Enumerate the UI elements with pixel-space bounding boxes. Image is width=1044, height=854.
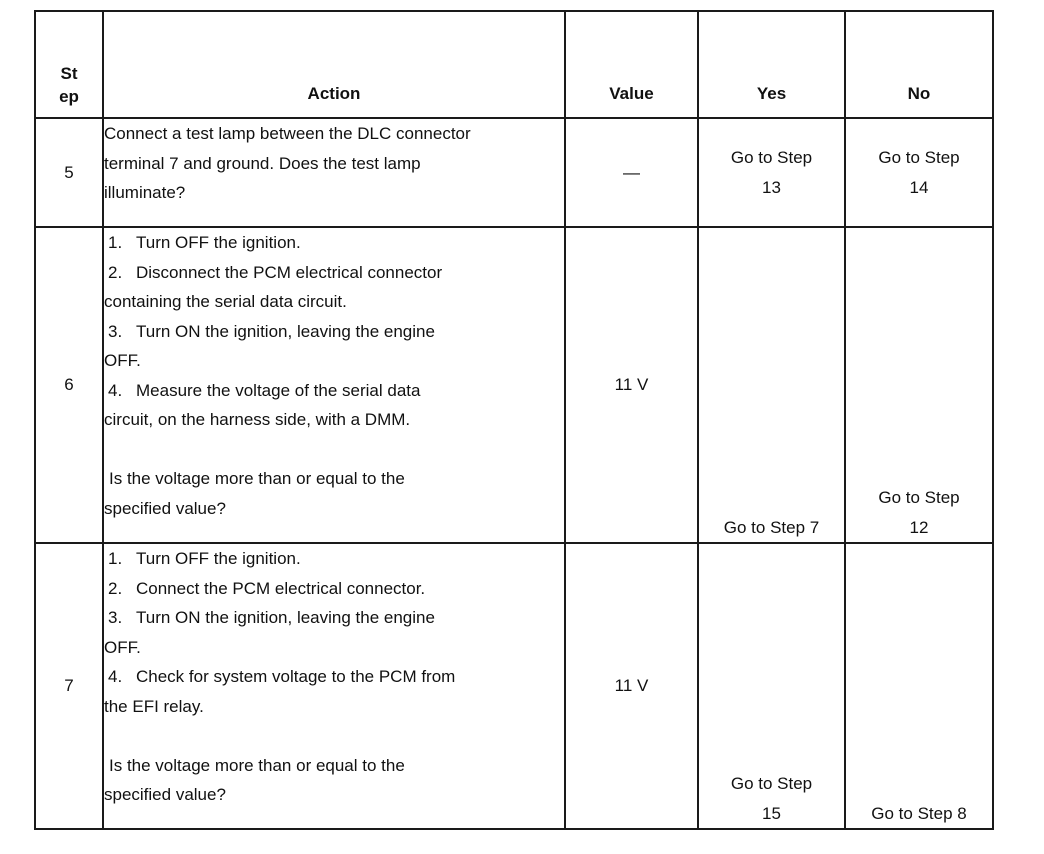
value-cell: 11 V (565, 543, 698, 829)
action-item: OFF. (104, 351, 141, 370)
action-item: the EFI relay. (104, 696, 204, 716)
table-row (35, 118, 993, 227)
header-row (35, 11, 993, 118)
action-item: 2. Disconnect the PCM electrical connector (108, 262, 443, 282)
yes-cell: Go to Step 15 (698, 543, 845, 829)
action-item: containing the serial data circuit. (104, 292, 347, 311)
action-cell (103, 543, 565, 829)
no-cell: Go to Step 12 (845, 227, 993, 543)
question-line: Is the voltage more than or equal to the (109, 755, 405, 775)
action-item: 2. Connect the PCM electrical connector. (108, 578, 426, 598)
value-cell: — (565, 118, 698, 227)
header-value: Value (565, 11, 698, 118)
step-number: 5 (35, 118, 103, 227)
table-row (35, 543, 993, 829)
action-cell (103, 227, 565, 543)
question-line: Is the voltage more than or equal to the (109, 469, 405, 488)
yes-cell: Go to Step 7 (698, 227, 845, 543)
action-item: 1. Turn OFF the ignition. (108, 549, 301, 568)
diagnostic-table (34, 10, 994, 830)
header-no: No (845, 11, 993, 118)
header-yes: Yes (698, 11, 845, 118)
yes-cell: Go to Step 13 (698, 118, 845, 227)
question-line: specified value? (104, 498, 226, 518)
step-number: 7 (35, 543, 103, 829)
action-item: circuit, on the harness side, with a DMM. (104, 410, 411, 429)
action-item: 4. Check for system voltage to the PCM from (108, 667, 456, 686)
table-row (35, 227, 993, 543)
action-item: 4. Measure the voltage of the serial data (108, 380, 421, 400)
action-item: OFF. (104, 637, 141, 657)
value-cell: 11 V (565, 227, 698, 543)
header-step: St ep (35, 11, 103, 118)
question-line: specified value? (104, 785, 226, 804)
action-item: 3. Turn ON the ignition, leaving the engine (108, 608, 435, 627)
header-action: Action (103, 11, 565, 118)
action-item: 1. Turn OFF the ignition. (108, 233, 301, 252)
no-cell: Go to Step 14 (845, 118, 993, 227)
no-cell: Go to Step 8 (845, 543, 993, 829)
action-cell: Connect a test lamp between the DLC connector terminal 7 and ground. Does the test lamp illuminate? (103, 118, 565, 227)
step-number: 6 (35, 227, 103, 543)
action-item: 3. Turn ON the ignition, leaving the engine (108, 321, 435, 341)
